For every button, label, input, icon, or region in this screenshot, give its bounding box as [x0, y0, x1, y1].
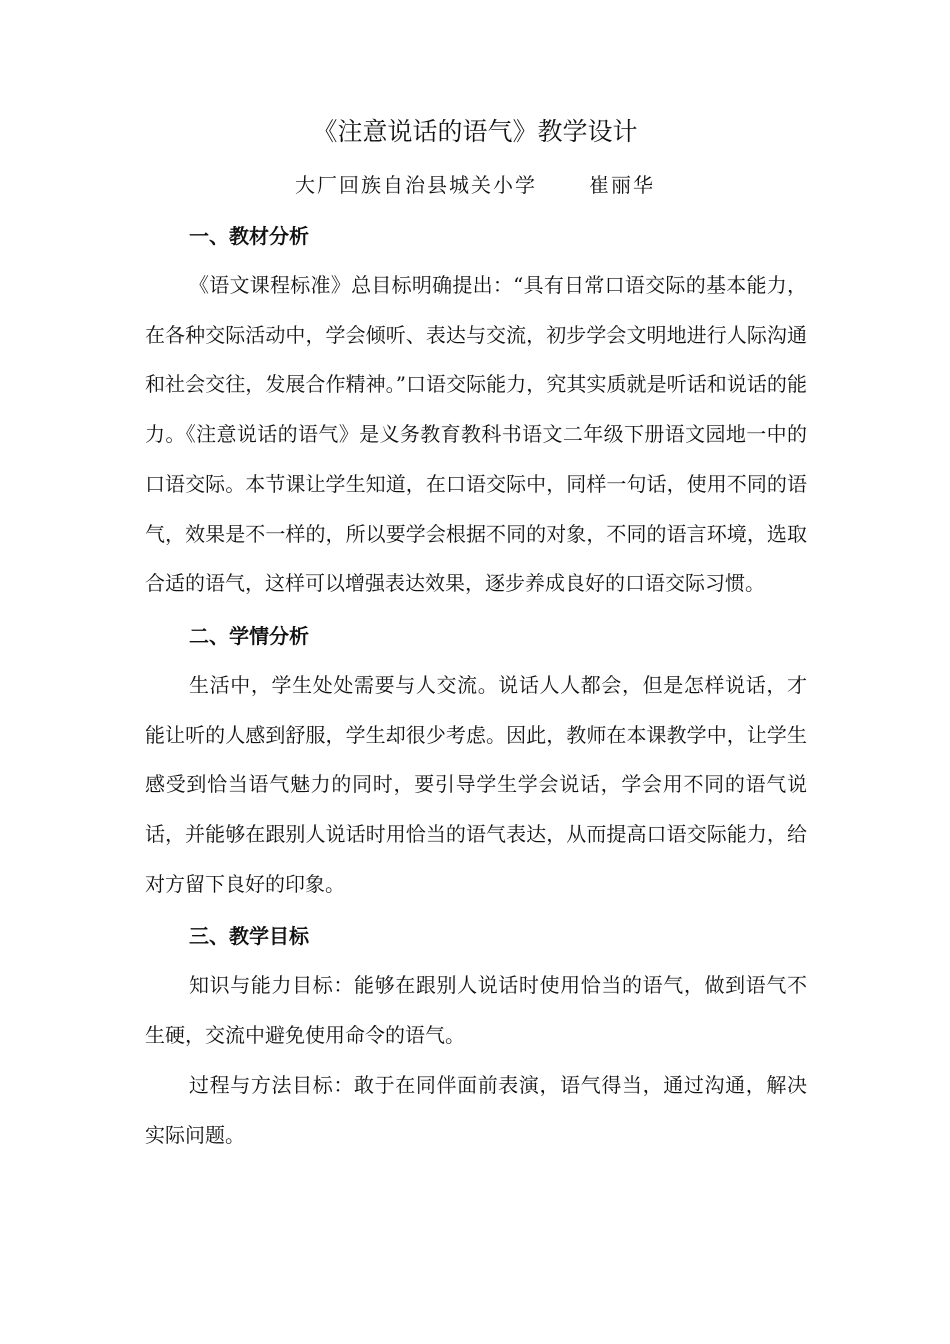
- author-name: 崔丽华: [589, 173, 655, 197]
- author-school: 大厂回族自治县城关小学: [295, 173, 537, 197]
- document-title: 《注意说话的语气》教学设计: [312, 117, 638, 146]
- section-heading-textbook-analysis: 一、教材分析: [189, 224, 309, 248]
- section-heading-student-analysis: 二、学情分析: [189, 623, 309, 648]
- section-paragraph: 知识与能力目标：能够在跟别人说话时使用恰当的语气，做到语气不生硬，交流中避免使用命令的语气。: [145, 973, 807, 1048]
- section-paragraph: 过程与方法目标：敢于在同伴面前表演，语气得当，通过沟通，解决实际问题。: [145, 1072, 807, 1147]
- section-paragraph: 《语文课程标准》总目标明确提出：“具有日常口语交际的基本能力，在各种交际活动中，学会倾听、表达与交流，初步学会文明地进行人际沟通和社会交往，发展合作精神。”口语交际能力，究其实质就是听话和说话的能力。《注意说话的语气》是义务教育教科书语文二年级下册语文园地一中的口语交际。本节课让学生知道，在口语交际中，同样一句话，使用不同的语气，效果是不一样的，所以要学会根据不同的对象，不同的语言环境，选取合适的语气，这样可以增强表达效果，逐步养成良好的口语交际习惯。: [145, 273, 807, 596]
- section-paragraph: 生活中，学生处处需要与人交流。说话人人都会，但是怎样说话，才能让听的人感到舒服，学生却很少考虑。因此，教师在本课教学中，让学生感受到恰当语气魅力的同时，要引导学生学会说话，学会用不同的语气说话，并能够在跟别人说话时用恰当的语气表达，从而提高口语交际能力，给对方留下良好的印象。: [145, 672, 807, 896]
- document-body: [145, 215, 807, 1160]
- author-line: [0, 168, 950, 202]
- section-heading-teaching-goals: 三、教学目标: [189, 924, 309, 949]
